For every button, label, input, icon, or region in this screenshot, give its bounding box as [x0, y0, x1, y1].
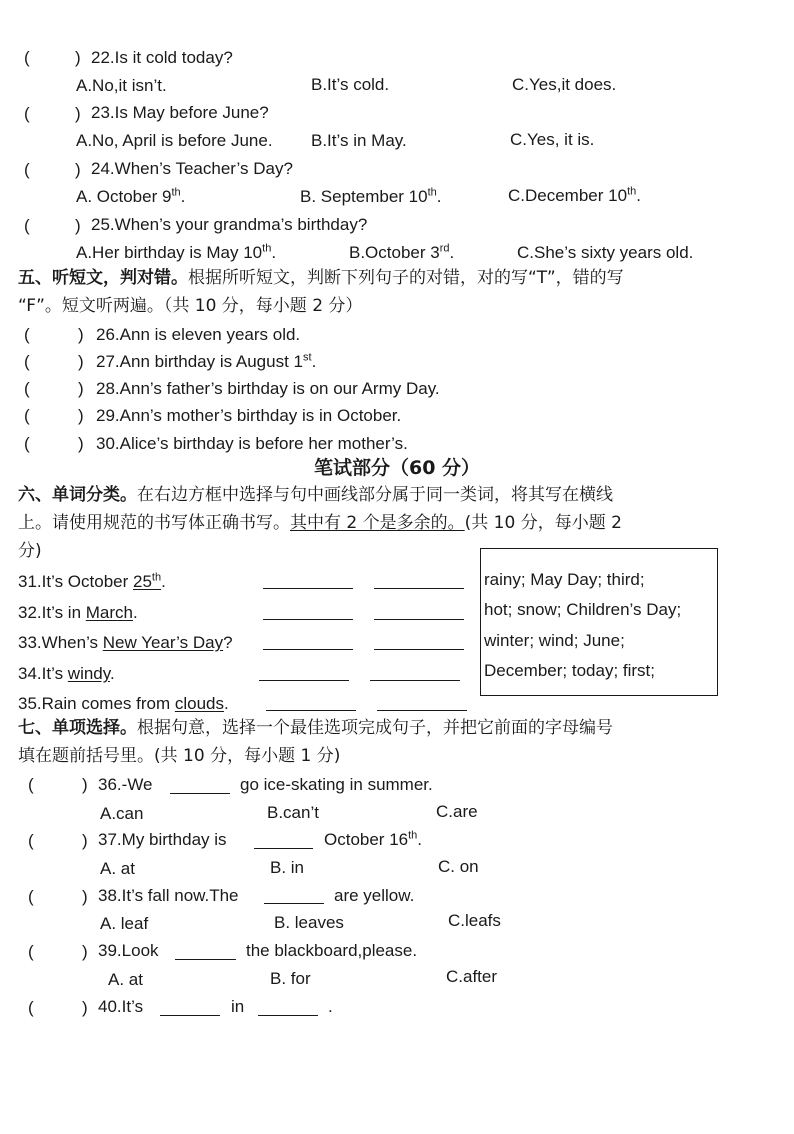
answer-paren-left: ( — [24, 434, 30, 453]
section-6-instructions: 上。请使用规范的书写体正确书写。其中有 2 个是多余的。(共 10 分，每小题 2 — [18, 513, 622, 533]
word-bank-row: hot; snow; Children’s Day; — [484, 600, 682, 619]
option-a: A. leaf — [100, 914, 149, 933]
option-a: A. at — [108, 970, 143, 989]
answer-paren-right: ) — [82, 887, 88, 906]
option-b: B.It’s in May. — [311, 131, 407, 150]
answer-paren-left: ( — [28, 887, 34, 906]
answer-blank[interactable] — [175, 959, 236, 960]
question-text: 36.-We — [98, 775, 153, 794]
question-text: 25.When’s your grandma’s birthday? — [91, 215, 368, 234]
question-text-mid: in — [231, 997, 245, 1016]
answer-blank[interactable] — [264, 903, 324, 904]
question-text-rest: go ice-skating in summer. — [240, 775, 433, 794]
answer-blank[interactable] — [374, 619, 464, 620]
answer-paren-right: ) — [78, 406, 84, 425]
option-b: B. September 10th. — [300, 186, 442, 206]
answer-paren-left: ( — [24, 216, 30, 235]
question-text: 40.It’s — [98, 997, 144, 1016]
statement-text: 26.Ann is eleven years old. — [96, 325, 301, 344]
section-6-heading: 六、单词分类。在右边方框中选择与句中画线部分属于同一类词，将其写在横线 — [18, 485, 613, 505]
section-7-instructions: 填在题前括号里。(共 10 分，每小题 1 分) — [18, 746, 341, 766]
option-b: B.October 3rd. — [349, 242, 455, 262]
question-text: 37.My birthday is — [98, 830, 227, 849]
question-text: 22.Is it cold today? — [91, 48, 233, 67]
answer-blank[interactable] — [263, 619, 353, 620]
answer-paren-right: ) — [78, 434, 84, 453]
statement-text: 28.Ann’s father’s birthday is on our Army Day. — [96, 379, 440, 398]
section-5-instructions: “F”。短文听两遍。（共 10 分，每小题 2 分） — [18, 296, 363, 316]
option-b: B.can’t — [267, 803, 319, 822]
classify-sentence: 32.It’s in March. — [18, 603, 138, 622]
option-c: C. on — [438, 857, 479, 876]
option-b: B.It’s cold. — [311, 75, 390, 94]
word-bank-row: winter; wind; June; — [484, 631, 625, 650]
option-c: C.Yes,it does. — [512, 75, 617, 94]
answer-paren-right: ) — [75, 48, 81, 67]
question-text: 38.It’s fall now.The — [98, 886, 239, 905]
option-c: C.December 10th. — [508, 185, 641, 205]
section-6-instructions-end: 分) — [18, 541, 42, 561]
classify-sentence: 33.When’s New Year’s Day? — [18, 633, 233, 652]
option-b: B. in — [270, 858, 305, 877]
answer-paren-right: ) — [82, 775, 88, 794]
answer-paren-left: ( — [24, 48, 30, 67]
answer-blank[interactable] — [263, 588, 353, 589]
option-a: A. October 9th. — [76, 186, 186, 206]
question-text-rest: the blackboard,please. — [246, 941, 418, 960]
answer-paren-left: ( — [24, 406, 30, 425]
statement-text: 29.Ann’s mother’s birthday is in October. — [96, 406, 402, 425]
option-a: A.No, April is before June. — [76, 131, 273, 150]
answer-blank[interactable] — [266, 710, 356, 711]
word-bank-row: December; today; first; — [484, 661, 656, 680]
option-c: C.leafs — [448, 911, 501, 930]
answer-blank[interactable] — [263, 649, 353, 650]
answer-paren-right: ) — [75, 104, 81, 123]
answer-blank[interactable] — [160, 1015, 220, 1016]
answer-blank[interactable] — [258, 1015, 318, 1016]
option-a: A.Her birthday is May 10th. — [76, 242, 277, 262]
question-text: 39.Look — [98, 941, 159, 960]
option-b: B. leaves — [274, 913, 344, 932]
answer-paren-right: ) — [82, 831, 88, 850]
answer-paren-right: ) — [75, 160, 81, 179]
classify-sentence: 34.It’s windy. — [18, 664, 115, 683]
classify-sentence: 31.It’s October 25th. — [18, 571, 166, 591]
option-a: A. at — [100, 859, 135, 878]
statement-text: 30.Alice’s birthday is before her mother’s. — [96, 434, 408, 453]
question-text: 23.Is May before June? — [91, 103, 269, 122]
classify-sentence: 35.Rain comes from clouds. — [18, 694, 229, 713]
option-c: C.after — [446, 967, 498, 986]
answer-paren-left: ( — [28, 942, 34, 961]
question-text: 24.When’s Teacher’s Day? — [91, 159, 293, 178]
answer-paren-left: ( — [28, 775, 34, 794]
answer-paren-right: ) — [78, 379, 84, 398]
answer-paren-left: ( — [28, 831, 34, 850]
answer-blank[interactable] — [374, 649, 464, 650]
question-text-end: . — [328, 997, 333, 1016]
answer-paren-left: ( — [28, 998, 34, 1017]
answer-blank[interactable] — [370, 680, 460, 681]
question-text-rest: are yellow. — [334, 886, 415, 905]
answer-paren-left: ( — [24, 352, 30, 371]
answer-blank[interactable] — [259, 680, 349, 681]
answer-paren-right: ) — [75, 216, 81, 235]
option-a: A.No,it isn’t. — [76, 76, 167, 95]
word-bank-row: rainy; May Day; third; — [484, 570, 645, 589]
answer-paren-left: ( — [24, 379, 30, 398]
answer-blank[interactable] — [170, 793, 230, 794]
answer-paren-right: ) — [78, 325, 84, 344]
answer-paren-left: ( — [24, 160, 30, 179]
section-7-heading: 七、单项选择。根据句意，选择一个最佳选项完成句子，并把它前面的字母编号 — [18, 718, 613, 738]
section-5-heading: 五、听短文，判对错。根据所听短文，判断下列句子的对错，对的写“T”，错的写 — [18, 268, 624, 288]
option-a: A.can — [100, 804, 144, 823]
answer-paren-right: ) — [78, 352, 84, 371]
option-b: B. for — [270, 969, 311, 988]
answer-blank[interactable] — [377, 710, 467, 711]
option-c: C.Yes, it is. — [510, 130, 595, 149]
written-part-title: 笔试部分（60 分） — [313, 457, 481, 479]
answer-paren-left: ( — [24, 104, 30, 123]
statement-text: 27.Ann birthday is August 1st. — [96, 351, 317, 371]
answer-paren-right: ) — [82, 942, 88, 961]
answer-blank[interactable] — [374, 588, 464, 589]
answer-paren-left: ( — [24, 325, 30, 344]
question-text-rest: October 16th. — [324, 829, 423, 849]
option-c: C.She’s sixty years old. — [517, 243, 694, 262]
answer-blank[interactable] — [254, 848, 313, 849]
answer-paren-right: ) — [82, 998, 88, 1017]
option-c: C.are — [436, 802, 478, 821]
